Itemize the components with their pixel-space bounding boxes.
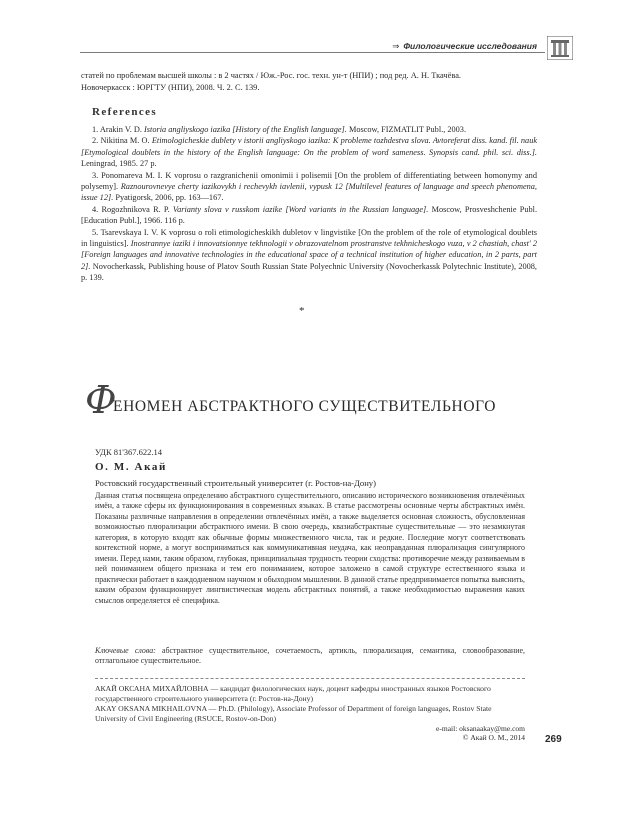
- keywords: Ключевые слова: абстрактное существительное, сочетаемость, артикль, плюрализация, семантика, словообразование, отглагольное существительное.: [95, 646, 525, 666]
- reference-item: 4. Rogozhnikova R. P. Varianty slova v russkom iazike [Word variants in the Russian language]. Moscow, Prosveshchenie Publ. [Education Publ.], 1966. 116 p.: [81, 204, 538, 226]
- column-logo-icon: [547, 36, 573, 60]
- title-text: ЕНОМЕН АБСТРАКТНОГО СУЩЕСТВИТЕЛЬНОГО: [113, 398, 497, 415]
- reference-item: 3. Ponomareva M. I. K voprosu o razgranichenii omonimii i polisemii [On the problem of differentiating between homonymy and polysemy]. Raznourovnevye cherty iazikovykh i rechevykh iavlenii, vypusk 12 [Multilevel features of language and speech phenomena, issue 12]. Pyatigorsk, 2006, pp. 163—167.: [81, 170, 537, 203]
- author-info-en: AKAY OKSANA MIKHAILOVNA — Ph.D. (Philology), Associate Professor of Department of foreign languages, Rostov State University of Civil Engineering (RSUCE, Rostov-on-Don): [95, 704, 492, 723]
- reference-item: 5. Tsarevskaya I. V. K voprosu o roli etimologicheskikh dubletov v lingvistike [On the problem of the role of etymological doublets in linguistics]. Inostrannye iaziki i innovatsionnye tekhnologii v obrazovatelnom prostranstve tekhnicheskogo vuza, v 2 chastiah, chast' 2 [Foreign languages and innovative technologies in the educational space of a technical institution of higher education, in 2 parts, part 2]. Novocherkassk, Publishing house of Platov South Russian State Polyechnic University (Novocherkassk Polytechnic Institute), 2008, p. 139.: [81, 227, 538, 283]
- running-header: [0, 36, 617, 66]
- copyright: © Акай О. М., 2014: [462, 733, 525, 742]
- author-name: О. М. Акай: [95, 461, 167, 473]
- footnote-divider: [95, 678, 525, 679]
- page-number: 269: [545, 734, 562, 745]
- prev-article-tail: статей по проблемам высшей школы : в 2 частях / Юж.-Рос. гос. техн. ун-т (НПИ) ; под ред. А. Н. Ткачёва. Новочеркасск : ЮРГТУ (НПИ), 2008. Ч. 2. С. 139.: [81, 71, 462, 92]
- section-separator: *: [299, 305, 305, 317]
- reference-item: 2. Nikitina M. O. Etimologicheskie dublety v istorii angliyskogo iazika: K probleme tozhdestva slova. Avtoreferat diss. kand. fil. nauk [Etymological doublets in the history of the English language: On the problem of word sameness. Synopsis cand. phil. sci. diss.]. Leningrad, 1985. 27 p.: [81, 136, 538, 169]
- author-affiliation: Ростовский государственный строительный университет (г. Ростов-на-Дону): [95, 478, 376, 488]
- author-info-ru: АКАЙ ОКСАНА МИХАЙЛОВНА — кандидат филологических наук, доцент кафедры иностранных языков Ростовского государственного строительного университета (г. Ростов-на-Дону): [95, 684, 491, 703]
- title-initial: Ф: [85, 378, 117, 422]
- section-title: ⇒ Филологические исследования: [392, 41, 537, 51]
- references-list: [81, 124, 537, 284]
- header-rule: [80, 52, 545, 53]
- article-title: [85, 380, 545, 424]
- arrow-icon: ⇒: [392, 41, 400, 51]
- reference-item: 1. Arakin V. D. Istoria angliyskogo iazika [History of the English language]. Moscow, FIZMATLIT Publ., 2003.: [92, 125, 467, 134]
- author-email: e-mail: oksanaakay@me.com: [436, 724, 525, 733]
- abstract: Данная статья посвящена определению абстрактного существительного, описанию исторического возникновения отвлечённых имён, а также сферы их функционирования в современных языках. В статье рассмотрены основные черты абстрактных имён. Показаны различные направления в определении отвлечённых имён, а также выделяется основная сложность, обусловленная возможностью плюрализации абстрактного имени. В свою очередь, квазиабстрактные существительные — это незамкнутая категория, в которую входят как обычные формы множественного числа, так и редкие. Последние могут соответствовать контекстной норме, а могут восприниматься как коммуникативная неудача, как неоправданная плюрализация сингулярного имени. Перед нами, таким образом, глубокая, принципиальная трудность теории сходства: противоречие между развиваемым в ней пониманием общего признака и тем его пониманием, которое заложено в самой структуре естественного языка и практически работает в каждодневном научном и обыходном мышлении. В данной статье предпринимается попытка выяснить, каким образом функционирует лингвистическая модель абстрактных понятий, а также необходимостью выражения каких смыслов определяется её специфика.: [95, 491, 525, 605]
- udk-code: УДК 81'367.622.14: [95, 447, 163, 457]
- references-heading: References: [92, 106, 158, 118]
